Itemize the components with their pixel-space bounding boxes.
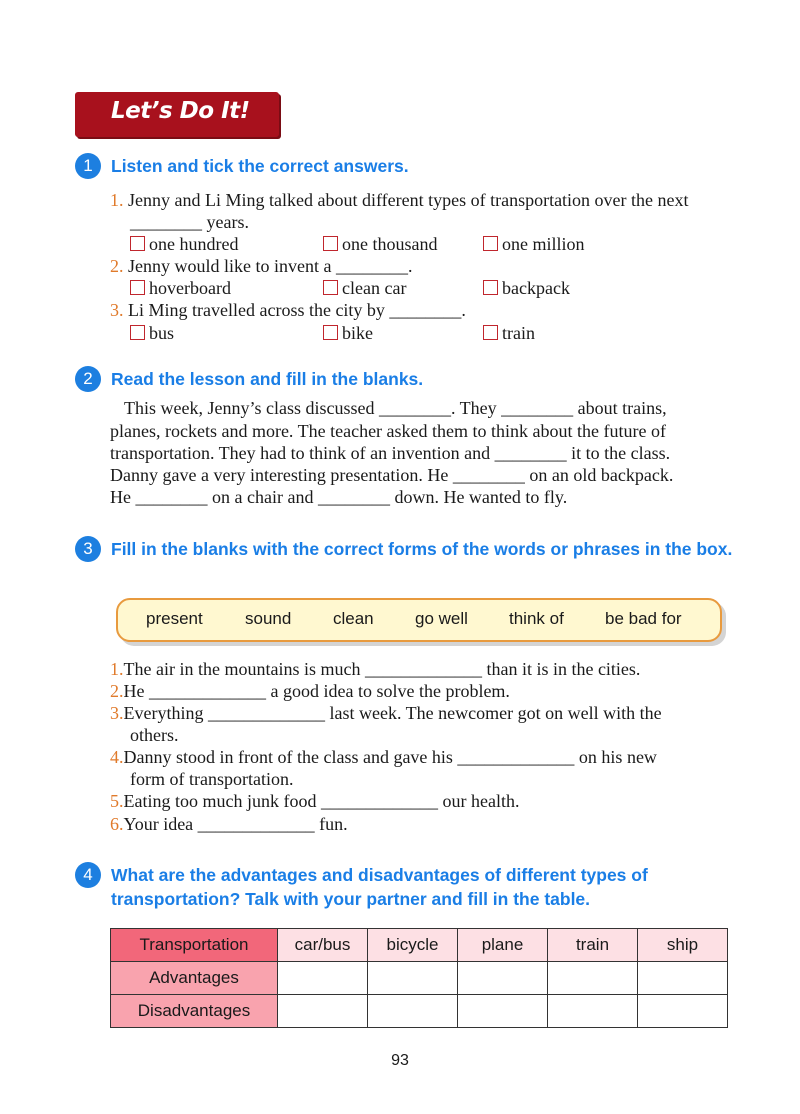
- item-text: Danny stood in front of the class and gave his _____________ on his new: [123, 747, 657, 767]
- question-number: 2.: [110, 256, 124, 276]
- exercise-item: [110, 790, 519, 812]
- question-number: 1.: [110, 190, 124, 210]
- table-cell[interactable]: [278, 962, 368, 995]
- table-column-header: plane: [458, 929, 548, 962]
- option-q3-c[interactable]: [483, 322, 535, 344]
- question-2: [110, 255, 412, 277]
- table-row: [111, 962, 728, 995]
- table-corner-cell: Transportation: [111, 929, 278, 962]
- option-label: backpack: [502, 278, 570, 298]
- table-cell[interactable]: [638, 995, 728, 1028]
- question-text: ________ years.: [130, 212, 249, 232]
- option-label: one million: [502, 234, 585, 254]
- section-title: Read the lesson and fill in the blanks.: [111, 369, 424, 389]
- section-title: Listen and tick the correct answers.: [111, 156, 409, 176]
- exercise-item: [110, 680, 510, 702]
- word-box-item: be bad for: [605, 609, 682, 628]
- option-label: bus: [149, 323, 175, 343]
- section-title: What are the advantages and disadvantages of different types of transportation? Talk with your partner and fill in the table.: [111, 865, 648, 909]
- exercise-item-cont: form of transportation.: [130, 769, 294, 789]
- option-q1-a[interactable]: [130, 233, 238, 255]
- table-column-header: ship: [638, 929, 728, 962]
- option-label: one thousand: [342, 234, 438, 254]
- option-q2-c[interactable]: [483, 277, 570, 299]
- checkbox[interactable]: [323, 280, 338, 295]
- option-label: bike: [342, 323, 373, 343]
- table-column-header: car/bus: [278, 929, 368, 962]
- exercise-item: [110, 658, 640, 680]
- table-row: [111, 995, 728, 1028]
- question-3: [110, 299, 466, 321]
- lets-do-it-banner: [75, 92, 279, 137]
- table-cell[interactable]: [548, 962, 638, 995]
- checkbox[interactable]: [130, 236, 145, 251]
- item-number: 6.: [110, 814, 124, 834]
- table-column-header: train: [548, 929, 638, 962]
- item-text: Everything _____________ last week. The newcomer got on well with the: [123, 703, 662, 723]
- table-header-row: [111, 929, 728, 962]
- page-number: 93: [391, 1052, 409, 1069]
- section-number-badge: 1: [75, 153, 101, 179]
- item-number: 5.: [110, 791, 124, 811]
- checkbox[interactable]: [323, 325, 338, 340]
- checkbox[interactable]: [130, 280, 145, 295]
- passage-line: He ________ on a chair and ________ down. He wanted to fly.: [110, 487, 568, 507]
- section-number-badge: 2: [75, 366, 101, 392]
- option-label: one hundred: [149, 234, 239, 254]
- item-text: The air in the mountains is much _____________ than it is in the cities.: [123, 659, 641, 679]
- question-number: 3.: [110, 300, 124, 320]
- option-q1-c[interactable]: [483, 233, 585, 255]
- option-q2-b[interactable]: [323, 277, 406, 299]
- table-cell[interactable]: [458, 962, 548, 995]
- table-cell[interactable]: [278, 995, 368, 1028]
- banner-title: Let’s Do It!: [111, 98, 250, 124]
- word-box-item: go well: [415, 609, 468, 628]
- option-q3-a[interactable]: [130, 322, 174, 344]
- section-number-badge: 3: [75, 536, 101, 562]
- item-number: 3.: [110, 703, 124, 723]
- checkbox[interactable]: [483, 280, 498, 295]
- transportation-table: [110, 928, 728, 1028]
- question-text: Jenny and Li Ming talked about different types of transportation over the next: [128, 190, 689, 210]
- item-number: 4.: [110, 747, 124, 767]
- option-q3-b[interactable]: [323, 322, 373, 344]
- item-text: Eating too much junk food _____________ our health.: [123, 791, 520, 811]
- passage-line: This week, Jenny’s class discussed ________. They ________ about trains,: [124, 398, 667, 418]
- section-title: Fill in the blanks with the correct forms of the words or phrases in the box.: [111, 539, 733, 559]
- item-number: 1.: [110, 659, 124, 679]
- option-q2-a[interactable]: [130, 277, 231, 299]
- checkbox[interactable]: [323, 236, 338, 251]
- table-row-header: Advantages: [111, 962, 278, 995]
- passage-line: transportation. They had to think of an invention and ________ it to the class.: [110, 443, 671, 463]
- checkbox[interactable]: [130, 325, 145, 340]
- table-row-header: Disadvantages: [111, 995, 278, 1028]
- exercise-item: [110, 813, 348, 835]
- exercise-item: [110, 702, 662, 724]
- table-column-header: bicycle: [368, 929, 458, 962]
- option-q1-b[interactable]: [323, 233, 437, 255]
- checkbox[interactable]: [483, 325, 498, 340]
- exercise-item-cont: others.: [130, 725, 179, 745]
- question-text: Li Ming travelled across the city by ________.: [128, 300, 466, 320]
- table-cell[interactable]: [368, 995, 458, 1028]
- word-box-item: sound: [245, 609, 292, 628]
- word-box-item: think of: [509, 609, 564, 628]
- exercise-item: [110, 746, 657, 768]
- passage-line: Danny gave a very interesting presentation. He ________ on an old backpack.: [110, 465, 674, 485]
- option-label: hoverboard: [149, 278, 231, 298]
- question-1: [110, 189, 689, 211]
- word-box-item: present: [146, 609, 203, 628]
- word-box: [116, 598, 722, 642]
- checkbox[interactable]: [483, 236, 498, 251]
- word-box-item: clean: [333, 609, 374, 628]
- question-text: Jenny would like to invent a ________.: [128, 256, 413, 276]
- section-number-badge: 4: [75, 862, 101, 888]
- table-cell[interactable]: [548, 995, 638, 1028]
- item-text: Your idea _____________ fun.: [123, 814, 348, 834]
- option-label: clean car: [342, 278, 407, 298]
- question-1-cont: [130, 211, 249, 233]
- table-cell[interactable]: [638, 962, 728, 995]
- table-cell[interactable]: [458, 995, 548, 1028]
- table-cell[interactable]: [368, 962, 458, 995]
- passage-line: planes, rockets and more. The teacher asked them to think about the future of: [110, 421, 666, 441]
- item-number: 2.: [110, 681, 124, 701]
- option-label: train: [502, 323, 535, 343]
- item-text: He _____________ a good idea to solve the problem.: [123, 681, 510, 701]
